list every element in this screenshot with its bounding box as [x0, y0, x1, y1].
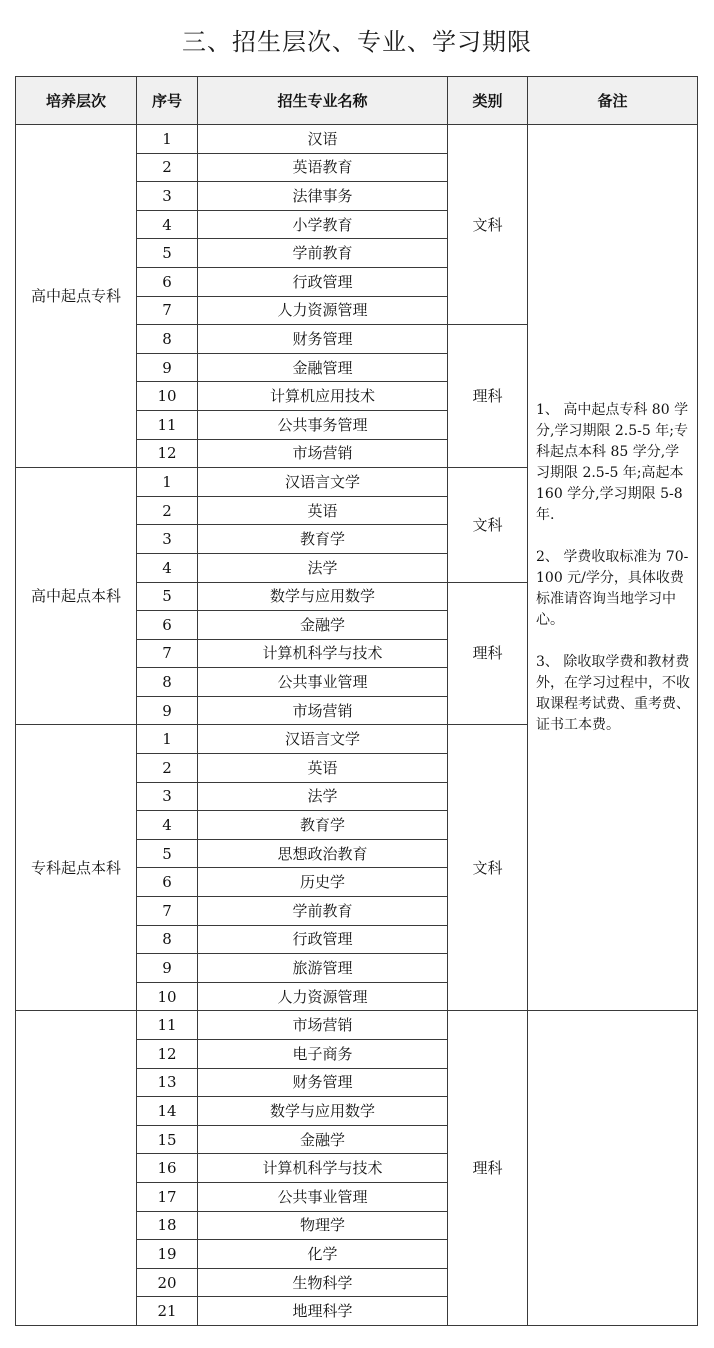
row-no: 8	[137, 668, 198, 697]
header-remark: 备注	[528, 77, 698, 125]
row-major: 金融学	[198, 1125, 448, 1154]
header-major: 招生专业名称	[198, 77, 448, 125]
row-no: 4	[137, 811, 198, 840]
row-major: 公共事业管理	[198, 668, 448, 697]
row-no: 4	[137, 553, 198, 582]
row-no: 7	[137, 639, 198, 668]
remarks-cell	[528, 125, 698, 1011]
row-no: 10	[137, 382, 198, 411]
category-cell: 理科	[448, 582, 528, 725]
row-major: 计算机科学与技术	[198, 639, 448, 668]
row-major: 金融管理	[198, 353, 448, 382]
row-major: 教育学	[198, 811, 448, 840]
header-no: 序号	[137, 77, 198, 125]
category-cell: 文科	[448, 468, 528, 582]
row-major: 计算机应用技术	[198, 382, 448, 411]
table-row	[16, 1011, 698, 1040]
header-level: 培养层次	[16, 77, 137, 125]
row-no: 1	[137, 725, 198, 754]
row-no: 7	[137, 296, 198, 325]
category-cell: 文科	[448, 125, 528, 325]
row-no: 21	[137, 1297, 198, 1326]
enrollment-table	[15, 76, 698, 1326]
row-no: 14	[137, 1097, 198, 1126]
remark-item: 2、 学费收取标准为 70-100 元/学分，具体收费标准请咨询当地学习中心。	[536, 548, 689, 628]
remarks-cell-empty	[528, 1011, 698, 1326]
level-cell: 高中起点本科	[16, 468, 137, 725]
row-major: 物理学	[198, 1211, 448, 1240]
table-row	[16, 125, 698, 154]
row-no: 11	[137, 410, 198, 439]
level-cell: 专科起点本科	[16, 725, 137, 1011]
row-major: 行政管理	[198, 267, 448, 296]
row-major: 教育学	[198, 525, 448, 554]
row-major: 财务管理	[198, 1068, 448, 1097]
category-cell: 文科	[448, 725, 528, 1011]
row-no: 7	[137, 897, 198, 926]
remark-item: 3、 除收取学费和教材费外，在学习过程中，不收取课程考试费、重考费、证书工本费。	[536, 653, 690, 733]
row-major: 市场营销	[198, 696, 448, 725]
row-major: 学前教育	[198, 239, 448, 268]
row-major: 市场营销	[198, 1011, 448, 1040]
remark-item: 1、 高中起点专科 80 学分,学习期限 2.5-5 年;专科起点本科 85 学分,学习期限 2.5-5 年;高起本 160 学分,学习期限 5-8 年.	[536, 401, 689, 523]
row-no: 6	[137, 611, 198, 640]
row-no: 18	[137, 1211, 198, 1240]
row-no: 9	[137, 696, 198, 725]
row-no: 9	[137, 954, 198, 983]
row-no: 15	[137, 1125, 198, 1154]
category-cell: 理科	[448, 1011, 528, 1326]
row-no: 13	[137, 1068, 198, 1097]
row-no: 11	[137, 1011, 198, 1040]
row-major: 电子商务	[198, 1040, 448, 1069]
row-no: 3	[137, 182, 198, 211]
row-no: 8	[137, 325, 198, 354]
row-major: 化学	[198, 1240, 448, 1269]
row-major: 学前教育	[198, 897, 448, 926]
row-major: 数学与应用数学	[198, 1097, 448, 1126]
row-major: 行政管理	[198, 925, 448, 954]
row-major: 人力资源管理	[198, 296, 448, 325]
row-no: 12	[137, 439, 198, 468]
row-major: 地理科学	[198, 1297, 448, 1326]
row-no: 8	[137, 925, 198, 954]
row-major: 思想政治教育	[198, 839, 448, 868]
row-major: 小学教育	[198, 210, 448, 239]
row-no: 10	[137, 982, 198, 1011]
row-major: 法律事务	[198, 182, 448, 211]
row-no: 9	[137, 353, 198, 382]
row-no: 17	[137, 1182, 198, 1211]
row-no: 5	[137, 582, 198, 611]
row-no: 2	[137, 496, 198, 525]
row-no: 5	[137, 239, 198, 268]
row-no: 2	[137, 153, 198, 182]
row-major: 历史学	[198, 868, 448, 897]
row-major: 公共事务管理	[198, 410, 448, 439]
row-no: 1	[137, 125, 198, 154]
row-major: 汉语言文学	[198, 725, 448, 754]
table-header-row	[16, 77, 698, 125]
level-cell: 高中起点专科	[16, 125, 137, 468]
row-no: 3	[137, 525, 198, 554]
row-major: 英语	[198, 496, 448, 525]
row-major: 英语	[198, 754, 448, 783]
row-major: 人力资源管理	[198, 982, 448, 1011]
row-major: 法学	[198, 782, 448, 811]
row-major: 金融学	[198, 611, 448, 640]
row-no: 12	[137, 1040, 198, 1069]
page-title: 三、招生层次、专业、学习期限	[182, 28, 532, 56]
row-no: 16	[137, 1154, 198, 1183]
header-category: 类别	[448, 77, 528, 125]
row-no: 4	[137, 210, 198, 239]
category-cell: 理科	[448, 325, 528, 468]
row-no: 2	[137, 754, 198, 783]
row-no: 1	[137, 468, 198, 497]
row-major: 汉语言文学	[198, 468, 448, 497]
row-major: 公共事业管理	[198, 1182, 448, 1211]
row-major: 数学与应用数学	[198, 582, 448, 611]
row-no: 3	[137, 782, 198, 811]
row-major: 计算机科学与技术	[198, 1154, 448, 1183]
row-major: 旅游管理	[198, 954, 448, 983]
row-major: 市场营销	[198, 439, 448, 468]
table-body	[16, 125, 698, 1326]
row-major: 财务管理	[198, 325, 448, 354]
row-no: 6	[137, 267, 198, 296]
row-no: 20	[137, 1268, 198, 1297]
row-no: 5	[137, 839, 198, 868]
row-major: 英语教育	[198, 153, 448, 182]
row-major: 法学	[198, 553, 448, 582]
row-major: 生物科学	[198, 1268, 448, 1297]
row-no: 6	[137, 868, 198, 897]
row-no: 19	[137, 1240, 198, 1269]
level-cell-empty	[16, 1011, 137, 1326]
row-major: 汉语	[198, 125, 448, 154]
